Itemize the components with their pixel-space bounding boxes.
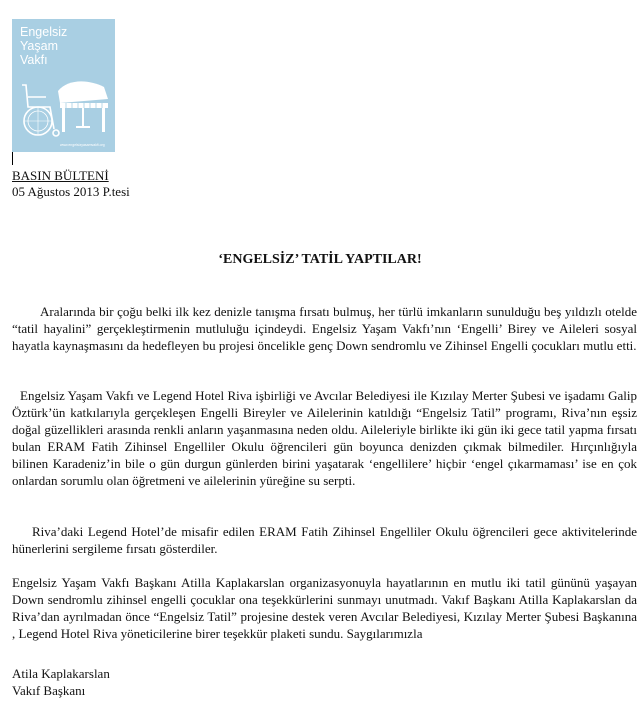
paragraph-3: Riva’daki Legend Hotel’de misafir edilen ERAM Fatih Zihinsel Engelliler Okulu öğrencileri gece aktivitelerinde hünerlerini sergileme fırsatı gösterdiler. [12, 524, 637, 556]
signature-block [12, 665, 110, 699]
signature-name: Atila Kaplakarslan [12, 666, 110, 681]
logo-line-1: Engelsiz [20, 25, 68, 39]
wheelchair-piano-icon [16, 77, 112, 141]
foundation-logo [12, 19, 115, 152]
press-release-label: BASIN BÜLTENİ [12, 168, 109, 183]
logo-line-3: Vakfı [20, 53, 48, 67]
press-release-date: 05 Ağustos 2013 P.tesi [12, 184, 130, 199]
paragraph-2: Engelsiz Yaşam Vakfı ve Legend Hotel Riva işbirliği ve Avcılar Belediyesi ile Kızılay Merter Şubesi ve işadamı Galip Öztürk’ün katkılarıyla gerçekleşen Engelli Bireyler ve Ailelerinin katıldığı “Engelsiz Tatil” programı, Riva’nın eşsiz doğal güzellikleri arasında renkli anların yaşanmasına neden oldu. Aileleriyle birlikte iki gün iki gece tatil yapma fırsatı bulan ERAM Fatih Zihinsel Engelliler Okulu öğrencileri gün boyunca denizden çıkmak bilmediler. Hırçınlığıyla bilinen Karadeniz’in bile o gün durgun günlerden birini yaşatarak ‘engellilere’ hiçbir ‘engel çıkarmaması’ ise en çok onlardan sorumlu olan öğretmeni ve ailelerinin yüreğine su serpti. [12, 388, 637, 488]
paragraph-4: Engelsiz Yaşam Vakfı Başkanı Atilla Kaplakarslan organizasyonuyla hayatlarının en mutlu iki tatil gününü yaşayan Down sendromlu zihinsel engelli çocuklar ona teşekkürlerini sunmayı unutmadı. Vakıf Başkanı Atilla Kaplakarslan da Riva’dan ayrılmadan önce “Engelsiz Tatil” projesine destek veren Avcılar Belediyesi, Kızılay Merter Şubesi Başkanına , Legend Hotel Riva yöneticilerine birer teşekkür plaketi sundu. Saygılarımızla [12, 575, 637, 641]
text-cursor [12, 152, 13, 165]
logo-url: www.engelsizyasamvakfi.org [60, 143, 105, 147]
paragraph-1: Aralarında bir çoğu belki ilk kez denizle tanışma fırsatı bulmuş, her türlü imkanların sunulduğu beş yıldızlı otelde “tatil hayalini” gerçekleştirmenin mutluluğu içindeydi. Engelsiz Yaşam Vakfı’nın ‘Engelli’ Birey ve Aileleri sosyal hayatla kaynaşmasını da hedefleyen bu projesi öncelikle genç Down sendromlu ve Zihinsel Engelli çocukları mutlu etti. [12, 304, 637, 353]
logo-text [20, 25, 67, 67]
signature-role: Vakıf Başkanı [12, 683, 86, 698]
article-title: ‘ENGELSİZ’ TATİL YAPTILAR! [218, 252, 422, 267]
press-release-header [12, 168, 130, 200]
logo-line-2: Yaşam [20, 39, 58, 53]
